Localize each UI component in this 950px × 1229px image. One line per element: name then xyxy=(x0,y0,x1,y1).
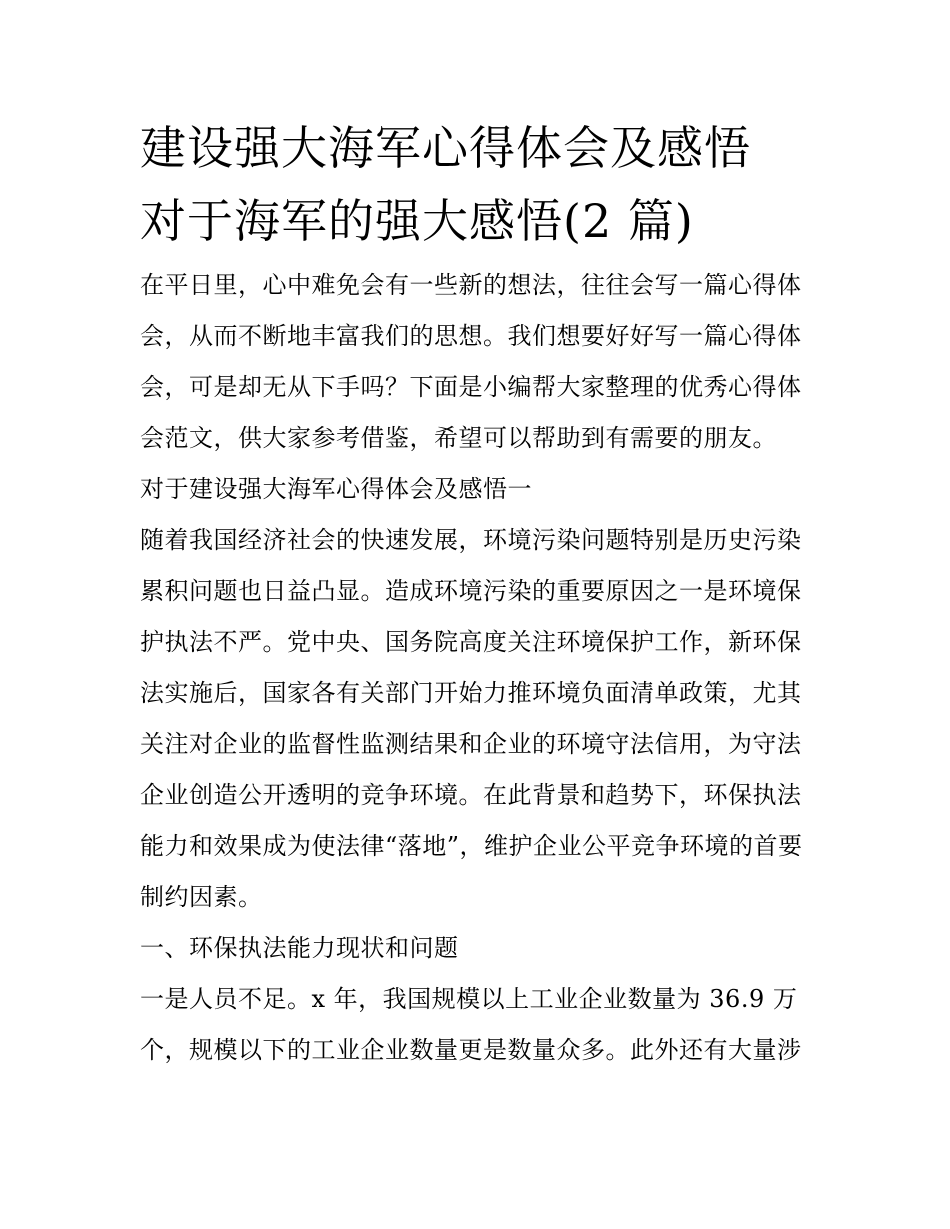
section-line: 企业创造公开透明的竞争环境。在此背景和趋势下，环保执法 xyxy=(140,781,802,809)
intro-line: 会，从而不断地丰富我们的思想。我们想要好好写一篇心得体 xyxy=(140,322,802,350)
section-line: 法实施后，国家各有关部门开始力推环境负面清单政策，尤其 xyxy=(140,679,802,707)
document-title xyxy=(140,112,812,258)
section-line: 关注对企业的监督性监测结果和企业的环境守法信用，为守法 xyxy=(140,730,802,758)
section-paragraph xyxy=(140,515,812,923)
document-content xyxy=(140,112,812,1076)
point-line: 一是人员不足。x 年，我国规模以上工业企业数量为 36.9 万 xyxy=(140,985,798,1013)
subheading xyxy=(140,923,812,974)
title-line-1: 建设强大海军心得体会及感悟 xyxy=(140,121,751,175)
point-paragraph xyxy=(140,974,812,1076)
intro-line: 会范文，供大家参考借鉴，希望可以帮助到有需要的朋友。 xyxy=(140,424,777,452)
section-line: 能力和效果成为使法律“落地”，维护企业公平竞争环境的首要 xyxy=(140,832,803,860)
section-line: 累积问题也日益凸显。造成环境污染的重要原因之一是环境保 xyxy=(140,577,802,605)
section-line: 制约因素。 xyxy=(140,883,263,911)
intro-line: 会，可是却无从下手吗？下面是小编帮大家整理的优秀心得体 xyxy=(140,373,802,401)
section-heading-text: 对于建设强大海军心得体会及感悟一 xyxy=(140,475,532,503)
title-line-2: 对于海军的强大感悟(2 篇) xyxy=(140,194,694,248)
intro-paragraph xyxy=(140,260,812,464)
point-line: 个，规模以下的工业企业数量更是数量众多。此外还有大量涉 xyxy=(140,1036,802,1064)
intro-line: 在平日里，心中难免会有一些新的想法，往往会写一篇心得体 xyxy=(140,271,802,299)
section-line: 护执法不严。党中央、国务院高度关注环境保护工作，新环保 xyxy=(140,628,802,656)
subheading-text: 一、环保执法能力现状和问题 xyxy=(140,934,459,962)
section-heading xyxy=(140,464,812,515)
section-line: 随着我国经济社会的快速发展，环境污染问题特别是历史污染 xyxy=(140,526,802,554)
